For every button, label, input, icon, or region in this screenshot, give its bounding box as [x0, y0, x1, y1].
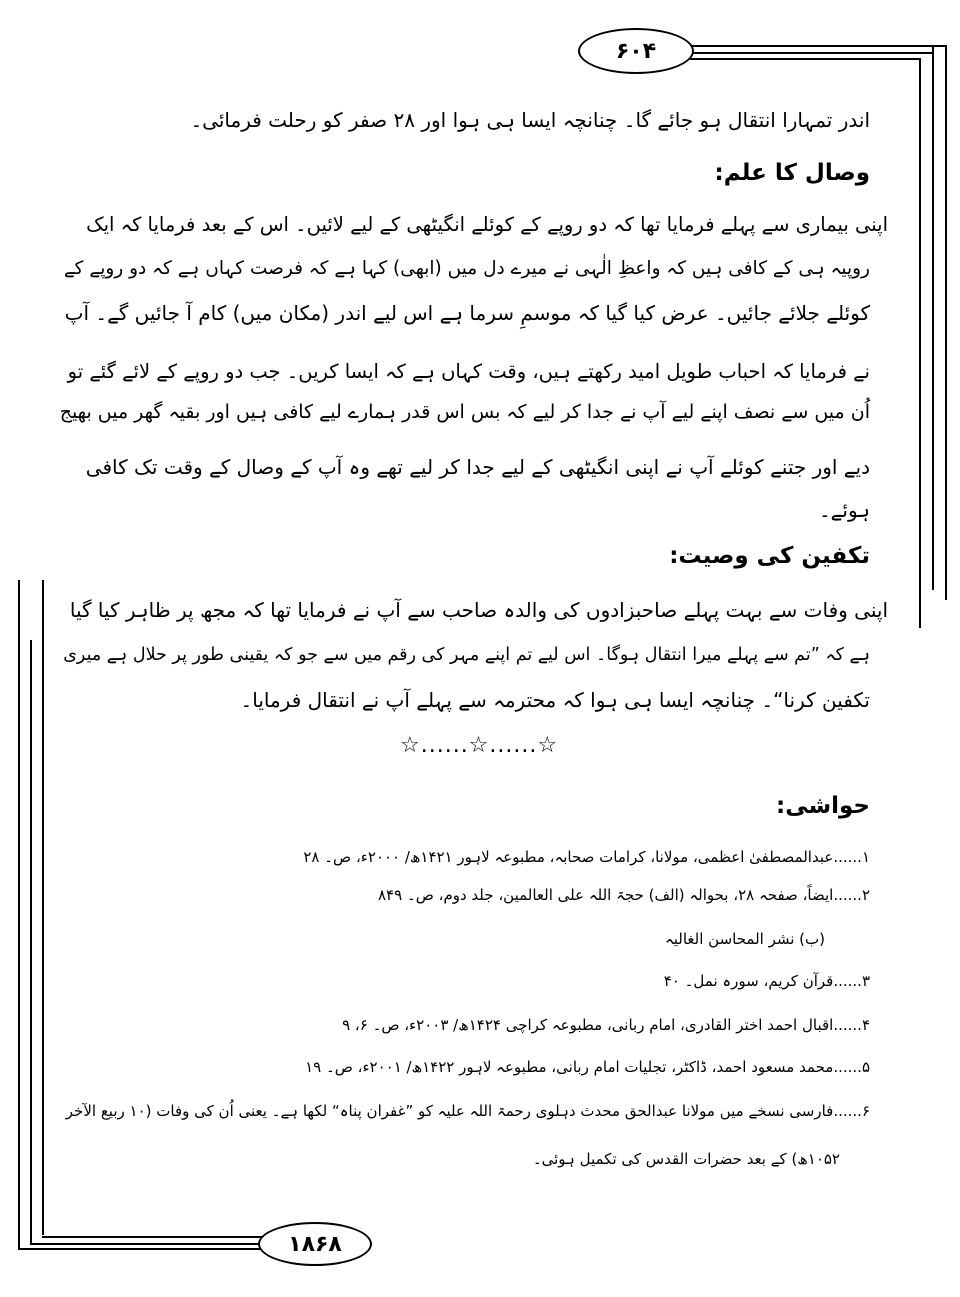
footnote-item: ۶......فارسی نسخے میں مولانا عبدالحق محدث دہلوی رحمۃ اللہ علیہ کو ”غفران پناہ“ لکھا ہے۔ یعنی اُن کی وفات (۱۰ ربیع الآخر [65, 1102, 870, 1120]
frame-top-inner [690, 52, 934, 54]
paragraph-line: اپنی بیماری سے پہلے فرمایا تھا کہ دو روپے کے کوئلے انگیٹھی کے لیے لائیں۔ اس کے بعد فرمایا کہ ایک [86, 213, 888, 236]
frame-bottom-outer [18, 1248, 268, 1250]
section-heading-wisal: وصال کا علم: [714, 160, 870, 186]
paragraph-line: اُن میں سے نصف اپنے لیے آپ نے جدا کر لیے کہ بس اس قدر ہمارے لیے کافی ہیں اور بقیہ گھر میں بھیج [59, 401, 870, 423]
paragraph-line: نے فرمایا کہ احباب طویل امید رکھتے ہیں، وقت کہاں ہے کہ ایسا کریں۔ جب دو روپے کے لائے گئے تو [67, 360, 870, 383]
paragraph-line: تکفین کرنا“۔ چنانچہ ایسا ہی ہوا کہ محترمہ سے پہلے آپ نے انتقال فرمایا۔ [240, 688, 870, 712]
frame-right-outer [945, 45, 947, 600]
paragraph-line: کوئلے جلائے جائیں۔ عرض کیا گیا کہ موسمِ سرما ہے اس لیے اندر (مکان میں) کام آ جائیں گے۔ آپ [64, 301, 870, 325]
notes-heading: حواشی: [776, 793, 870, 819]
footnote-item: ۱......عبدالمصطفیٰ اعظمی، مولانا، کرامات صحابہ، مطبوعہ لاہور ۱۴۲۱ھ/ ۲۰۰۰ء، ص۔ ۲۸ [303, 848, 870, 866]
frame-left-outer [18, 580, 20, 1250]
paragraph-line: روپیہ ہی کے کافی ہیں کہ واعظِ الٰہی نے میرے دل میں (ابھی) کہا ہے کہ فرصت کہاں ہے کہ دو روپے کے [63, 258, 870, 279]
page-number-top-text: ۶۰۴ [615, 38, 657, 64]
footnote-item: ۲......ایضاً، صفحہ ۲۸، بحوالہ (الف) حجۃ اللہ علی العالمین، جلد دوم، ص۔ ۸۴۹ [377, 886, 870, 904]
footnote-item: ۴......اقبال احمد اختر القادری، امام ربانی، مطبوعہ کراچی ۱۴۲۴ھ/ ۲۰۰۳ء، ص۔ ۶، ۹ [342, 1016, 870, 1034]
page-number-bottom [258, 1222, 372, 1266]
frame-right-inner2 [919, 58, 921, 628]
paragraph-line: ہے کہ ”تم سے پہلے میرا انتقال ہوگا۔ اس لیے تم اپنے مہر کی رقم میں سے جو کہ یقینی طور پر حلال ہے میری [63, 645, 870, 665]
paragraph-line: ہوئے۔ [818, 498, 870, 522]
paragraph-line: دیے اور جتنے کوئلے آپ نے اپنی انگیٹھی کے لیے جدا کر لیے تھے وہ آپ کے وصال کے وقت تک کافی [85, 455, 870, 479]
star-separator: ☆......☆......☆ [400, 733, 559, 758]
page-number-top [578, 28, 694, 74]
paragraph-line: اپنی وفات سے بہت پہلے صاحبزادوں کی والدہ صاحب سے آپ نے فرمایا تھا کہ مجھ پر ظاہر کیا گیا [69, 598, 888, 622]
footnote-item: ۵......محمد مسعود احمد، ڈاکٹر، تجلیات امام ربانی، مطبوعہ لاہور ۱۴۲۲ھ/ ۲۰۰۱ء، ص۔ ۱۹ [305, 1058, 870, 1076]
footnote-item: ۳......قرآن کریم، سورہ نمل۔ ۴۰ [663, 972, 870, 990]
intro-line: اندر تمہارا انتقال ہو جائے گا۔ چنانچہ ایسا ہی ہوا اور ۲۸ صفر کو رحلت فرمائی۔ [190, 108, 870, 132]
frame-bottom-inner [30, 1243, 270, 1245]
frame-right-inner [932, 45, 934, 590]
footnote-item: ۱۰۵۲ھ) کے بعد حضرات القدس کی تکمیل ہوئی۔ [532, 1150, 840, 1168]
frame-left-inner2 [42, 580, 44, 1235]
page-number-bottom-text: ۱۸۶۸ [288, 1231, 342, 1257]
frame-left-inner [30, 640, 32, 1245]
frame-bottom-inner2 [42, 1236, 270, 1238]
frame-top-outer [690, 45, 947, 47]
footnote-item: (ب) نشر المحاسن الغالیہ [664, 930, 825, 948]
section-heading-takfeen: تکفین کی وصیت: [669, 543, 870, 569]
frame-top-inner2 [690, 58, 921, 60]
